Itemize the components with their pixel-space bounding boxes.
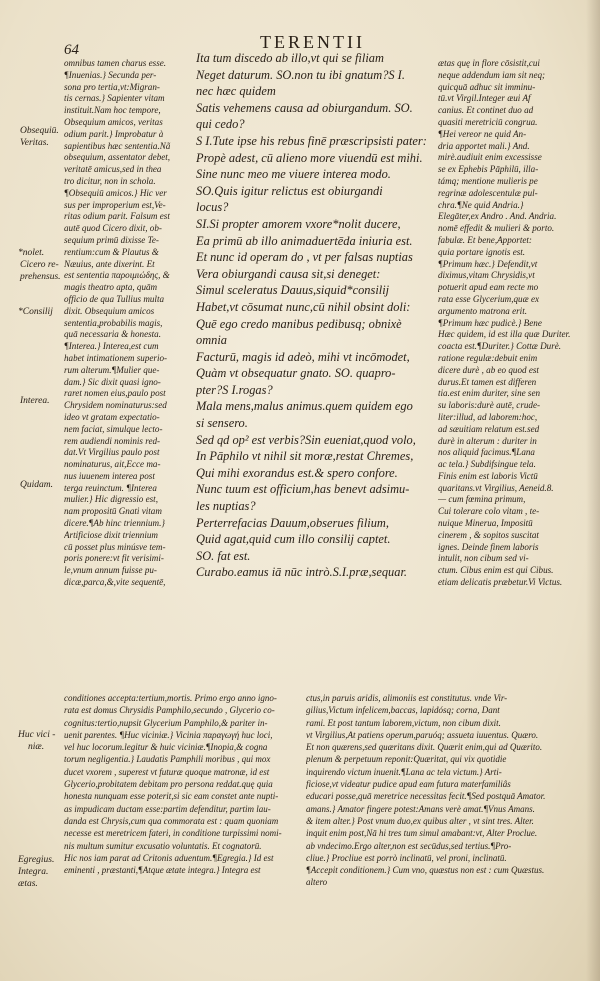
commentary-line: etiam delicatis præbetur.Vi Victus.	[438, 577, 563, 588]
margin-note-niae: niæ.	[28, 742, 45, 752]
right-commentary-column	[438, 58, 588, 589]
verse-line: In Pāphilo vt nihil sit moræ,restat Chremes,	[196, 449, 414, 464]
margin-note-consilij: *Consilij	[18, 307, 53, 317]
verse-line: S I.Tute ipse his rebus finē præscripsisti pater:	[196, 133, 427, 148]
page-number: 64	[64, 42, 79, 58]
commentary-line: uenit parentes. ¶Huc viciniæ.} Vicinia παραγωγή huc loci,	[64, 729, 273, 740]
main-text-column	[196, 50, 436, 581]
verse-line: nec hæc quidem	[196, 84, 276, 99]
verse-line: Quid agat,quid cum illo consilij captet.	[196, 532, 391, 547]
commentary-line: se ex Ephebis Pāphilū, illa-	[438, 164, 539, 175]
commentary-line: tū.vt Virgil.Integer æui Af	[438, 93, 531, 104]
verse-line: Quē ego credo manibus pedibusq; obnixè	[196, 316, 402, 331]
commentary-line: ctus,in paruis aridis, alimoniis est constitutus. vnde Vir-	[306, 693, 508, 703]
commentary-line: ac tela.} Subdifsingue tela.	[438, 459, 536, 470]
verse-line: Habet,vt cōsumat nunc,cū nihil obsint doli:	[196, 299, 411, 314]
commentary-line: mirè.audiuit enim excessisse	[438, 152, 542, 163]
commentary-line: nam propositū Gnati vitam	[64, 506, 162, 517]
commentary-line: ¶Accepit conditionem.} Cum vno, quæstus non est : cum Quæstus.	[306, 865, 545, 876]
commentary-line: ¶Hei vereor ne quid An-	[438, 128, 527, 139]
commentary-line: sapientibus hæc sententia.Nã	[64, 140, 171, 151]
commentary-line: terga reuinctum. ¶Interea	[64, 482, 157, 493]
commentary-line: autē quod Cicero dixit, ob-	[64, 223, 162, 234]
verse-line: Sine nunc meo me viuere interea modo.	[196, 167, 391, 182]
verse-line: Mala mens,malus animus.quem quidem ego	[196, 399, 413, 414]
commentary-line: mulier.} Hic digressio est,	[64, 494, 158, 505]
verse-line: Ea primū ab illo animaduertēda iniuria est.	[196, 233, 413, 248]
verse-line: Propè adest, cū alieno more viuendū est mihi.	[196, 150, 423, 165]
commentary-line: sus per improperium est,Ve-	[64, 199, 166, 210]
commentary-line: ficiose,vt videatur pudice apud eam futura materfamiliâs	[306, 779, 511, 790]
verse-line: SO.Quis igitur relictus est obiurgandi	[196, 183, 383, 198]
margin-note-cicero: Cicero re-	[20, 260, 59, 270]
commentary-line: dicere durè , ab eo quod est	[438, 364, 539, 375]
commentary-line: regrinæ adolescentulæ pul-	[438, 187, 538, 198]
commentary-line: plenum & perpetuum reponit:Quæritat, qui vix quotidie	[306, 754, 507, 765]
commentary-line: as impudicam ductam esse:partim defenditur, partim lau-	[64, 803, 271, 814]
verse-line: Vera obiurgandi causa sit,si deneget:	[196, 266, 381, 281]
commentary-line: dixit. Obsequium amicos	[64, 305, 155, 316]
commentary-line: Artificiose dixit triennium	[64, 529, 158, 540]
commentary-line: ad sæuitiam relatum est.sed	[438, 423, 540, 434]
margin-note-huc-vici: Huc vici -	[18, 730, 56, 740]
commentary-line: liter:illud, ad laborem:hoc,	[438, 411, 538, 422]
commentary-line: & item alter.} Post vnum duo,ex quibus alter , vt sint tres. Alter.	[306, 815, 534, 826]
commentary-line: quicquā adhuc sit imminu-	[438, 81, 536, 92]
commentary-line: Cui tolerare colo vitam , te-	[438, 506, 540, 517]
verse-line: Quàm vt obsequatur gnato. SO. quapro-	[196, 366, 396, 381]
commentary-line: tro dicitur, non in schola.	[64, 175, 156, 186]
commentary-line: nominaturus, ait,Ecce ma-	[64, 459, 161, 470]
verse-line: SO. fat est.	[196, 548, 251, 563]
commentary-line: omnibus tamen charus esse.	[64, 58, 167, 68]
commentary-line: odium parit.} Improbatur à	[64, 128, 164, 139]
commentary-line: est sententia παροιμιώδης, &	[64, 270, 170, 281]
commentary-line: dam.} Sic dixit quasi igno-	[64, 376, 161, 387]
commentary-line: intulit, non cibum sed vi-	[438, 553, 529, 564]
verse-line: Simul sceleratus Dauus,siquid*consilij	[196, 283, 390, 298]
commentary-line: sequium primū dixisse Te-	[64, 234, 159, 245]
verse-line: Nunc tuum est officium,has benevt adsimu-	[196, 482, 410, 497]
commentary-line: Hic nos iam parat ad Critonis aduentum.¶Egregia.} Id est	[64, 852, 274, 863]
commentary-line: raret nomen eius,paulo post	[64, 388, 166, 399]
commentary-line: honesta nunquam esse poterit,si sic eam constet ante nupti-	[64, 791, 279, 802]
commentary-line: torum negligentia.} Laudatis Pamphili moribus , qui mox	[64, 754, 271, 765]
verse-line: Satis vehemens causa ad obiurgandum. SO.	[196, 100, 413, 115]
commentary-line: ¶Inuenias.} Secunda per-	[64, 69, 157, 80]
margin-note-nolet: *nolet.	[18, 248, 45, 258]
commentary-line: veritatē amicus,sed in thea	[64, 164, 162, 175]
running-title: TERENTII	[260, 32, 365, 52]
commentary-line: — cum fœmina primum,	[438, 494, 526, 505]
commentary-line: le,vnum annum fuisse pu-	[64, 565, 157, 576]
commentary-line: rata est domus Chrysidis Pamphilo,secundo , Glycerio co-	[64, 705, 275, 716]
commentary-line: rem audiendi nominis red-	[64, 435, 161, 446]
verse-line: Curabo.eamus iā nūc intrò.S.I.præ,sequar.	[196, 565, 407, 580]
verse-line: omnia	[196, 333, 227, 348]
commentary-line: Elegāter,ex Andro . And. Andria.	[438, 211, 557, 222]
commentary-line: ritas odium parit. Falsum est	[64, 211, 170, 222]
commentary-line: tis cernas.} Sapienter vitam	[64, 93, 165, 104]
commentary-line: chra.¶Ne quid Andria.}	[438, 199, 524, 210]
commentary-line: eminenti , præstanti,¶Atque ætate integra.} Integra est	[64, 865, 261, 876]
commentary-line: poris ponere:vt fit verisimi-	[64, 553, 164, 564]
verse-line: les nuptias?	[196, 499, 256, 514]
commentary-line: ¶Obsequiū amicos.} Hic ver	[64, 187, 167, 198]
commentary-line: ratione regulæ:debuit enim	[438, 352, 538, 363]
commentary-line: dicæ,parca,&,vite sequentē,	[64, 577, 166, 588]
commentary-line: nem faciat, simulque lecto-	[64, 423, 163, 434]
commentary-line: ab vndecimo.Ergo alter,non est secūdus,sed tertius.¶Pro-	[306, 840, 512, 851]
commentary-line: sententia,probabilis magis,	[64, 317, 163, 328]
verse-line: Qui mihi exorandus est.& spero confore.	[196, 465, 398, 480]
commentary-line: dat.Vt Virgilius paulo post	[64, 447, 160, 458]
commentary-line: nos aliquid facimus.¶Lana	[438, 447, 535, 458]
commentary-line: quā necessaria & honesta.	[64, 329, 161, 340]
verse-line: Ita tum discedo ab illo,vt qui se filiam	[196, 51, 384, 65]
margin-note-integra: Integra.	[18, 867, 49, 877]
commentary-line: ¶Primum hæc pudicè.} Bene	[438, 317, 542, 328]
commentary-line: nis multum sumitur excusatio voluntatis. Et cognatorū.	[64, 840, 262, 851]
commentary-line: tia.est enim duriter, sine sen	[438, 388, 541, 399]
commentary-line: quia portare ignotis est.	[438, 246, 526, 257]
commentary-line: nus iuuenem interea post	[64, 470, 155, 481]
commentary-line: Næuius, ante dixerint. Et	[64, 258, 155, 269]
commentary-line: támq; mentione mulieris pe	[438, 175, 538, 186]
verse-line: si sensero.	[196, 416, 248, 431]
commentary-line: cognitus:tertio,nupsit Glycerium Pamphilo,& pariter in-	[64, 717, 268, 728]
commentary-line: gilius,Victum infelicem,baccas, lapidósq; corna, Dant	[306, 705, 500, 716]
commentary-line: cinerem , & sopitos suscitat	[438, 529, 539, 540]
commentary-line: vel huc locorum.legitur & huic viciniæ.¶Inopia,& cogna	[64, 742, 268, 753]
verse-line: Perterrefacias Dauum,obserues filium,	[196, 515, 389, 530]
verse-line: locus?	[196, 200, 229, 215]
verse-line: Sed qd op² est verbis?Sin eueniat,quod volo,	[196, 432, 416, 447]
commentary-line: instituit.Nam hoc tempore,	[64, 105, 161, 116]
commentary-line: Finis enim est laboris Victū	[438, 470, 538, 481]
commentary-line: educari posse,quā meretrice necessitas fecit.¶Sed postquā Amator.	[306, 791, 546, 802]
commentary-line: fabulæ. Et bene,Apportet:	[438, 234, 532, 245]
left-commentary-column	[64, 58, 189, 589]
margin-note-prehensus: prehensus.	[20, 272, 61, 282]
commentary-line: rami. Et post tantum laborem,victum, non cibum dixit.	[306, 717, 501, 728]
verse-line: qui cedo?	[196, 117, 245, 132]
margin-note-egregius: Egregius.	[18, 855, 55, 865]
bottom-right-commentary	[306, 692, 592, 889]
commentary-line: conditiones accepta:tertium,mortis. Primo ergo anno igno-	[64, 693, 277, 703]
commentary-line: Et non quærens,sed quæritans dixit. Quærit enim,qui ad Quærito.	[306, 742, 543, 753]
margin-note-aetas: ætas.	[18, 879, 38, 889]
commentary-line: amans.} Amator fingere potest:Amans verè amat.¶Vnus Amans.	[306, 803, 535, 814]
commentary-line: Obsequium amicos, veritas	[64, 116, 163, 127]
commentary-line: ignes. Deinde finem laboris	[438, 541, 539, 552]
commentary-line: nomē effedit & mulieri & porto.	[438, 223, 555, 234]
commentary-line: ducet vxorem , superest vt futuræ quoque matronæ, id est	[64, 766, 270, 777]
bottom-left-commentary	[64, 692, 304, 876]
commentary-line: quasiti meretriciū congrua.	[438, 116, 538, 127]
commentary-line: argumento matrona erit.	[438, 305, 527, 316]
commentary-line: ideo vt gratam expectatio-	[64, 411, 160, 422]
margin-note-obsequium: Obsequiū.	[20, 126, 59, 136]
commentary-line: nuique Minerua, Impositū	[438, 518, 533, 529]
commentary-line: altero	[306, 877, 328, 888]
verse-line: SI.Si propter amorem vxore*nolit ducere,	[196, 216, 401, 231]
margin-note-quidam: Quidam.	[20, 480, 53, 490]
commentary-line: inquit enim post,Nā hi tres tum simul amabant:vt, Alter Proclue.	[306, 828, 538, 839]
verse-line: Et nunc id operam do , vt per falsas nuptias	[196, 250, 413, 265]
commentary-line: necesse est meretricem fateri, in conditione turpissimi nomi-	[64, 828, 282, 839]
verse-line: Neget daturum. SO.non tu ibi gnatum?S I.	[196, 67, 405, 82]
commentary-line: Hæc quidem, id est illa quæ Duriter.	[438, 329, 571, 340]
commentary-line: quaritans.vt Virgilius, Aeneid.8.	[438, 482, 554, 493]
commentary-line: officio de qua Tullius multa	[64, 293, 165, 304]
commentary-line: canius. Et continet duo ad	[438, 105, 534, 116]
commentary-line: su laboris:durè autē, crude-	[438, 400, 541, 411]
commentary-line: Glycerio,probitatem debitam pro persona reddat.quę quia	[64, 779, 273, 790]
commentary-line: cū posset plus minúsve tem-	[64, 541, 166, 552]
commentary-line: coacta est.¶Duriter.} Cottæ Durè.	[438, 341, 562, 352]
margin-note-veritas: Veritas.	[20, 138, 49, 148]
commentary-line: sona pro tertia,vt:Migran-	[64, 81, 160, 92]
commentary-line: durè in alterum : duriter in	[438, 435, 537, 446]
verse-line: pter?S I.rogas?	[196, 382, 273, 397]
commentary-line: inquirendo victum inuenit.¶Lana ac tela victum.} Arti-	[306, 766, 502, 777]
commentary-line: obsequium, assentator debet,	[64, 152, 171, 163]
commentary-line: vt Virgilius,At patiens operum,paruóq; assueta iuuentus. Quæro.	[306, 729, 539, 740]
commentary-line: rata esse Glycerium,quæ ex	[438, 293, 540, 304]
commentary-line: Chrysidem nominaturus:sed	[64, 400, 167, 411]
commentary-line: habet intimationem superio-	[64, 352, 168, 363]
commentary-line: magis theatro apta, quām	[64, 282, 158, 293]
commentary-line: ætas quę in flore cōsistit,cui	[438, 58, 540, 68]
commentary-line: ¶Primum hæc.} Defendit,vt	[438, 258, 538, 269]
margin-note-interea: Interea.	[20, 396, 50, 406]
commentary-line: potuerit apud eam recte mo	[438, 282, 539, 293]
commentary-line: dicere.¶Ab hinc triennium.}	[64, 518, 165, 529]
commentary-line: durus.Et tamen est differen	[438, 376, 537, 387]
commentary-line: ctum. Cibus enim est qui Cibus.	[438, 565, 554, 576]
commentary-line: danda est Chrysis,cum qua commorata est : quam quoniam	[64, 815, 279, 826]
commentary-line: diximus,vitam Chrysidis,vt	[438, 270, 535, 281]
commentary-line: dria apportet mali.} And.	[438, 140, 530, 151]
commentary-line: ¶Interea.} Interea,est cum	[64, 341, 159, 352]
commentary-line: rentium:cum & Plautus &	[64, 246, 159, 257]
commentary-line: cliue.} Procliue est porrò inclinatū, vel proni, inclinatū.	[306, 852, 507, 863]
verse-line: Facturū, magis id adeò, mihi vt incōmodet,	[196, 349, 410, 364]
commentary-line: rum alterum.¶Mulier que-	[64, 364, 160, 375]
commentary-line: neque addendum iam sit neq;	[438, 69, 546, 80]
